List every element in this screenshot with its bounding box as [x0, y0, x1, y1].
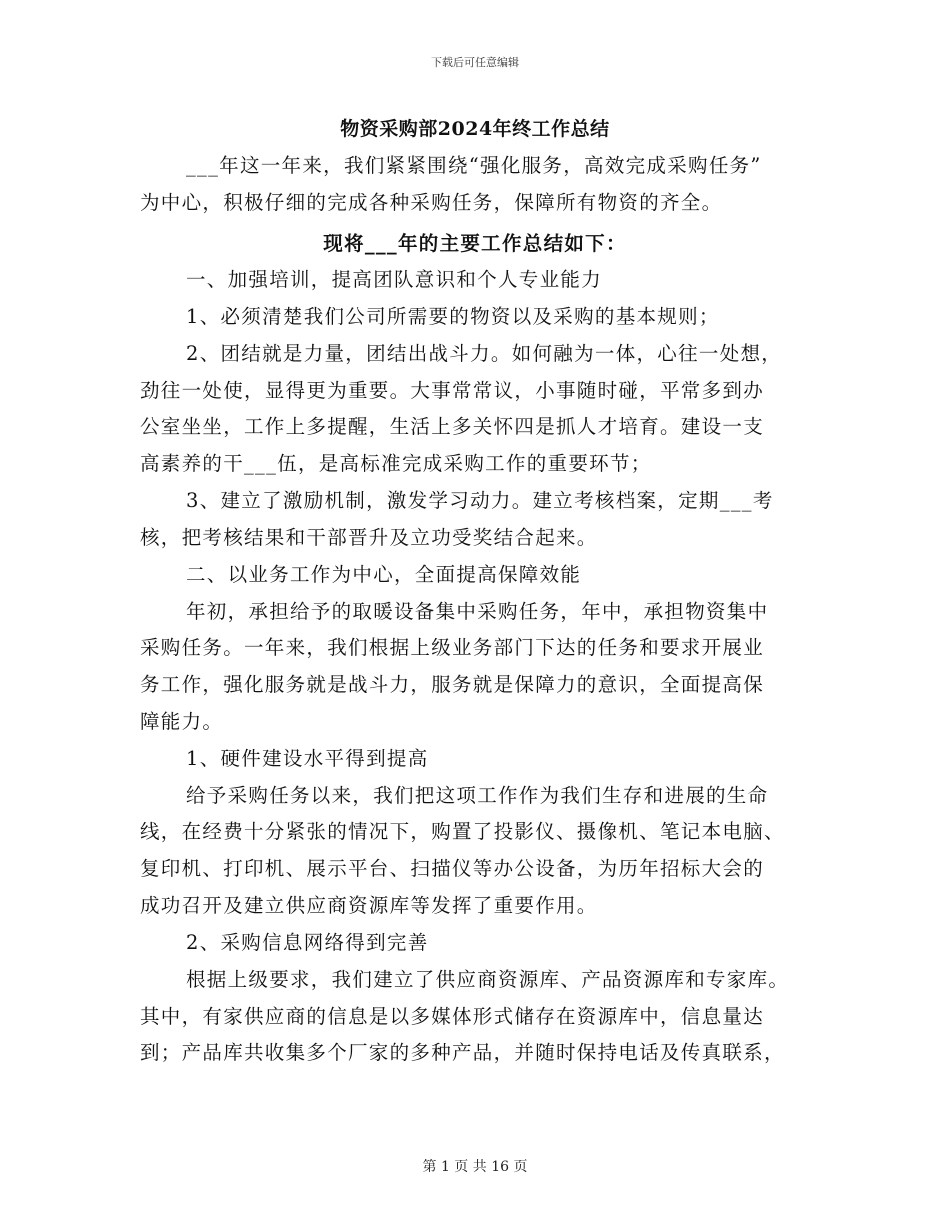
body-line: ___年这一年来，我们紧紧围绕“强化服务，高效完成采购任务”	[186, 154, 762, 177]
body-line: 一、加强培训，提高团队意识和个人专业能力	[186, 268, 603, 291]
body-line: 年初，承担给予的取暖设备集中采购任务，年中，承担物资集中	[186, 600, 769, 623]
body-line: 根据上级要求，我们建立了供应商资源库、产品资源库和专家库。	[186, 968, 790, 991]
body-line: 核，把考核结果和干部晋升及立功受奖结合起来。	[140, 526, 598, 549]
body-line: 2、团结就是力量，团结出战斗力。如何融为一体，心往一处想，	[186, 342, 783, 365]
body-line: 成功召开及建立供应商资源库等发挥了重要作用。	[140, 894, 598, 917]
body-line: 1、硬件建设水平得到提高	[186, 747, 429, 770]
page-footer: 第 1 页 共 16 页	[422, 1159, 528, 1175]
body-line: 到；产品库共收集多个厂家的多种产品，并随时保持电话及传真联系，	[140, 1041, 785, 1064]
body-line: 线，在经费十分紧张的情况下，购置了投影仪、摄像机、笔记本电脑、	[140, 820, 785, 843]
body-line: 二、以业务工作为中心，全面提高保障效能	[186, 563, 582, 586]
body-line: 公室坐坐，工作上多提醒，生活上多关怀四是抓人才培育。建设一支	[140, 415, 765, 438]
body-line: 障能力。	[140, 710, 224, 733]
body-line: 采购任务。一年来，我们根据上级业务部门下达的任务和要求开展业	[140, 636, 765, 659]
header-note: 下载后可任意编辑	[431, 56, 519, 69]
document-title: 物资采购部2024年终工作总结	[340, 118, 610, 140]
body-line: 2、采购信息网络得到完善	[186, 931, 429, 954]
body-line: 为中心，积极仔细的完成各种采购任务，保障所有物资的齐全。	[140, 191, 723, 214]
body-line: 务工作，强化服务就是战斗力，服务就是保障力的意识，全面提高保	[140, 673, 765, 696]
body-line: 高素养的干___伍，是高标准完成采购工作的重要环节；	[140, 452, 652, 475]
section-heading: 现将___年的主要工作总结如下：	[323, 232, 627, 255]
body-line: 1、必须清楚我们公司所需要的物资以及采购的基本规则；	[186, 305, 720, 328]
body-line: 3、建立了激励机制，激发学习动力。建立考核档案，定期___考	[186, 489, 774, 512]
body-line: 复印机、打印机、展示平台、扫描仪等办公设备，为历年招标大会的	[140, 857, 765, 880]
body-line: 其中，有家供应商的信息是以多媒体形式储存在资源库中，信息量达	[140, 1005, 765, 1028]
body-line: 给予采购任务以来，我们把这项工作作为我们生存和进展的生命	[186, 784, 769, 807]
body-line: 劲往一处使，显得更为重要。大事常常议，小事随时碰，平常多到办	[140, 379, 765, 402]
